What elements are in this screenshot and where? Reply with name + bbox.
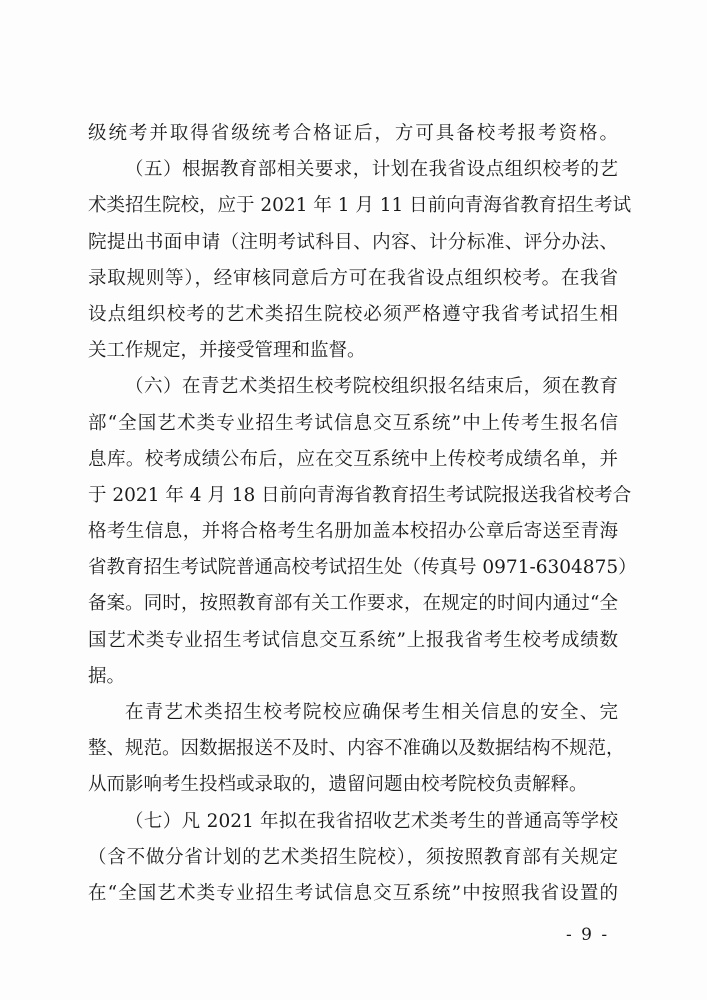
- text-line: 在青艺术类招生校考院校应确保考生相关信息的安全、完: [125, 702, 618, 723]
- text-line: 格考生信息，并将合格考生名册加盖本校招办公章后寄送至青海: [88, 521, 618, 543]
- text-line: 备案。同时，按照教育部有关工作要求，在规定的时间内通过“全: [88, 593, 618, 615]
- text-line: 院提出书面申请（注明考试科目、内容、计分标准、评分办法、: [88, 231, 618, 253]
- text-line: 术类招生院校，应于 2021 年 1 月 11 日前向青海省教育招生考试: [88, 195, 632, 217]
- text-line: （含不做分省计划的艺术类招生院校），须按照教育部有关规定: [88, 846, 618, 868]
- text-line: 级统考并取得省级统考合格证后，方可具备校考报考资格。: [88, 123, 618, 144]
- text-line: 从而影响考生投档或录取的，遗留问题由校考院校负责解释。: [88, 774, 588, 796]
- text-line: 录取规则等），经审核同意后方可在我省设点组织校考。在我省: [88, 267, 618, 289]
- text-line: 据。: [88, 665, 126, 687]
- text-line: 省教育招生考试院普通高校考试招生处（传真号 0971-6304875）: [88, 557, 637, 579]
- text-line: 设点组织校考的艺术类招生院校必须严格遵守我省考试招生相: [88, 303, 618, 325]
- text-line: 在“全国艺术类专业招生考试信息交互系统”中按照我省设置的: [88, 882, 618, 904]
- body-text: [88, 116, 637, 912]
- text-line: （五）根据教育部相关要求，计划在我省设点组织校考的艺: [125, 159, 618, 181]
- page-number: - 9 -: [566, 925, 610, 945]
- text-line: 整、规范。因数据报送不及时、内容不准确以及数据结构不规范，: [88, 738, 625, 760]
- text-line: 部“全国艺术类专业招生考试信息交互系统”中上传考生报名信: [88, 412, 618, 434]
- text-line: 息库。校考成绩公布后，应在交互系统中上传校考成绩名单，并: [88, 448, 618, 470]
- text-line: （七）凡 2021 年拟在我省招收艺术类考生的普通高等学校: [125, 810, 618, 832]
- text-line: （六）在青艺术类招生校考院校组织报名结束后，须在教育: [125, 376, 618, 398]
- text-line: 关工作规定，并接受管理和监督。: [88, 340, 366, 362]
- text-line: 于 2021 年 4 月 18 日前向青海省教育招生考试院报送我省校考合: [88, 484, 632, 506]
- text-line: 国艺术类专业招生考试信息交互系统”上报我省考生校考成绩数: [88, 629, 618, 651]
